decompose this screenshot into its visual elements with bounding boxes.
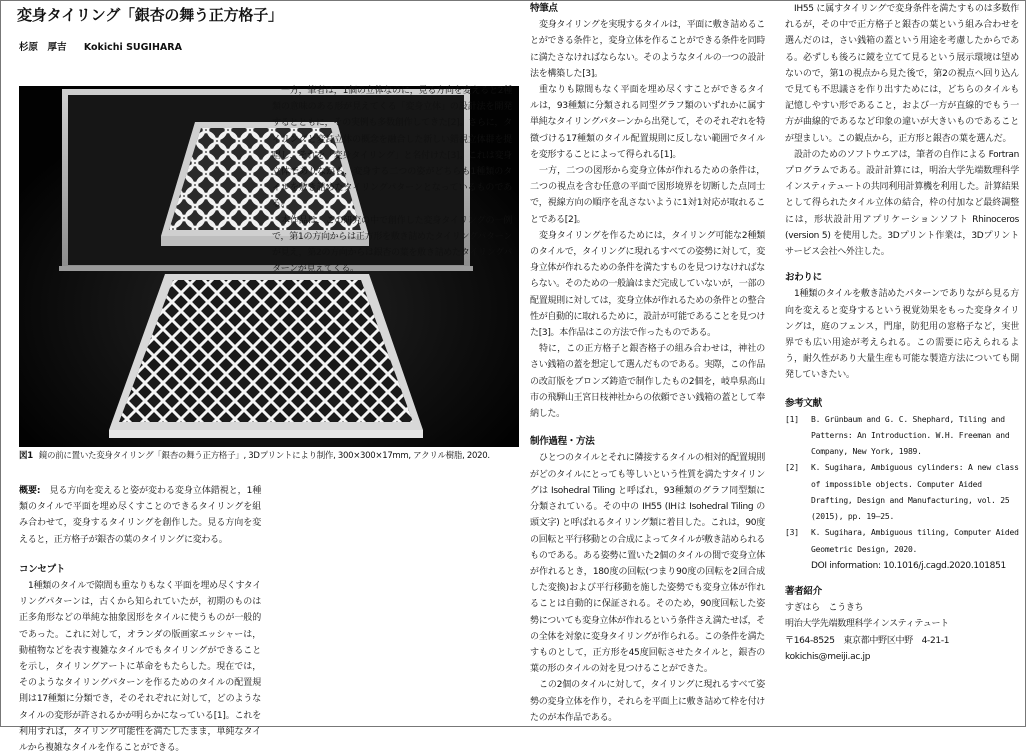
reference-item-3 xyxy=(785,525,1019,557)
reference-item-2 xyxy=(785,460,1019,525)
features-paragraph-1: 変身タイリングを実現するタイルは，平面に敷き詰めることができる条件と，変身立体を作ることができる条件を同時に満たさなければならない。そのようなタイルの一つの設計法を構築した[3]。 xyxy=(530,20,765,79)
abstract-text: 見る方向を変えると姿が変わる変身立体錯視と，1種類のタイルで平面を埋め尽くすことのできるタイリングを組み合わせて，変身するタイリングを創作した。見る方向を変えると，正方格子が銀杏の葉のタイリングに変わる。 xyxy=(19,486,262,545)
author-name-ja: 杉原 厚吉 xyxy=(19,42,67,53)
conclusion-paragraph: 1種類のタイルを敷き詰めたパターンでありながら見る方向を変えると変身するという視覚効果をもった変身タイリングは，庭のフェンス，門扉，防犯用の窓格子など，実世界でも広い用途が考えられる。この需要に応えられるよう，耐久性があり大量生産も可能な製造方法についても開発していきたい。 xyxy=(785,289,1019,381)
reference-text: B. Grünbaum and G. C. Shephard, Tiling and Patterns: An Introduction. W.H. Freeman and Company, New York, 1989. xyxy=(811,414,1010,457)
reference-item-1 xyxy=(785,412,1019,461)
concept-paragraph-3: 本作品は，この研究の中で創作した変身タイリングの一例で，第1の方向からは正方形を敷き詰めたタイリングパターンが見え，第2の方向からは銀杏の葉を敷き詰めたタイリングパターンが見えてくる。 xyxy=(272,215,512,275)
reference-text: K. Sugihara, Ambiguous tiling, Computer Aided Geometric Design, 2020. xyxy=(811,528,1019,554)
figure-label: 図1 xyxy=(19,451,33,461)
paper-title: 変身タイリング「銀杏の舞う正方格子」 xyxy=(17,6,283,24)
heading-references: 参考文献 xyxy=(785,397,822,409)
author-line xyxy=(19,39,196,53)
process-paragraph-4: 設計のためのソフトウエアは，筆者の自作による Fortran プログラムである。設計計算には，明治大学先端数理科学インスティテュートの共同利用計算機を利用した。計算結果として得られたタイル立体の結合，枠の付加など最終調整には，形状設計用アプリケーションソフト Rhinoceros (version 5) を使用した。3Dプリント作業は，3Dプリントサービス会社へ外注した。 xyxy=(785,149,1019,258)
features-paragraph-3: 一方，二つの図形から変身立体が作れるための条件は，二つの視点を含む任意の平面で図形境界を切断した点同士で，視線方向の順序を乱さないように1対1対応が取れることである[2]。 xyxy=(530,166,765,225)
column-4 xyxy=(785,1,1019,665)
author-info-name: すぎはら こうきち xyxy=(785,603,864,614)
heading-features: 特筆点 xyxy=(530,3,558,14)
author-info-affiliation: 明治大学先端数理科学インスティテュート xyxy=(785,619,949,630)
reference-number: [1] xyxy=(785,414,799,424)
figure-caption-text: 鏡の前に置いた変身タイリング「銀杏の舞う正方格子」, 3Dプリントにより制作, 300×300×17mm, アクリル樹脂, 2020. xyxy=(38,451,490,461)
author-info-email: kokichis@meiji.ac.jp xyxy=(785,651,871,662)
concept-paragraph-1: 1種類のタイルで隙間も重なりもなく平面を埋め尽くすタイリングパターンは，古くから知られていたが，初期のものは正多角形などの単純な抽象図形をタイルに使うものが一般的であった。これに対して，オランダの版画家エッシャーは，動植物などを表す複雑なタイルでもタイリングができることを示し，タイリングアートに革命をもたらした。現在では，そのようなタイリングパターンを作るためのタイルの配置規則は17種類に分類でき，そのそれぞれに対して，どのようなタイルの変形が許されるかが明らかになっている[1]。これを利用すれば，タイリング可能性を満たしたまま，単純なタイルから複雑なタイルを作ることができる。 xyxy=(19,581,261,754)
process-paragraph-1: ひとつのタイルとそれに隣接するタイルの相対的配置規則がどのタイルにとっても等しいという性質を満たすタイリングは Isohedral Tiling と呼ばれ，93種類のグラフ同型類に分類されている。その中の IH55 (IHは Isohedral Tiling の頭文字) と呼ばれるタイリング類に着目した。これは，90度の回転と平行移動との合成によってタイルが敷き詰められるものである。ある姿勢に置いた2個のタイルの間で変身立体が作れるとき，180度の回転(つまり90度の回転を2回合成した変換)および平行移動を施した姿勢でも変身立体が作れることは自動的に保証される。そのため，90度回転した姿勢についても変身立体が作れるという条件さえ満たせば，その全体を対象に変身タイリングが作られる。この条件を満たすものとして，正方形を45度回転させたタイルと，銀杏の葉の形のタイルの対を見つけることができた。 xyxy=(530,453,765,675)
reference-number: [2] xyxy=(785,463,799,473)
heading-process: 制作過程・方法 xyxy=(530,436,595,448)
heading-author-info: 著者紹介 xyxy=(785,585,822,597)
process-paragraph-2: この2個のタイルに対して，タイリングに現れるすべて姿勢の変身立体を作り，それらを平面上に敷き詰めて枠を付けたのが本作品である。 xyxy=(530,680,765,723)
column-3 xyxy=(530,1,765,726)
author-info-address: 〒164-8525 東京都中野区中野 4-21-1 xyxy=(785,635,950,646)
reference-number: [3] xyxy=(785,528,799,538)
features-paragraph-4: 変身タイリングを作るためには，タイリング可能な2種類のタイルで，タイリングに現れるすべての姿勢に対して，変身立体が作れるための条件を満たすものを見つけなければならない。そのための一般論はまだ完成していないが，一部の配置規則に対しては，変身立体が作れるための条件との整合性が自動的に取れるために，設計が可能であることを見つけた[3]。本作品はこの方法で作ったものである。 xyxy=(530,230,765,339)
features-paragraph-2: 重なりも隙間もなく平面を埋め尽くすことができるタイルは，93種類に分類される同型グラフ類のいずれかに属す単純なタイリングパターンから出発して，そのそれぞれを特徴づける17種類のタイル配置規則に反しない範囲でタイルを変形することによって得られる[1]。 xyxy=(530,85,765,160)
column-1 xyxy=(19,483,261,756)
abstract-label: 概要: xyxy=(19,486,41,496)
abstract-paragraph xyxy=(19,483,261,548)
heading-conclusion: おわりに xyxy=(785,272,822,284)
process-paragraph-3: IH55 に属すタイリングで変身条件を満たすものは多数作れるが，その中で正方格子と銀杏の葉という組み合わせを選んだのは，さい銭箱の蓋という用途を考慮したからである。必ずしも後ろに鏡を立てて見るという展示環境は望めないので，第1の視点から見た後で，第2の視点へ回り込んで見ても不思議さを作り出すためには，どちらのタイルも記憶しやすい形であること，および一方が直線的でもう一方が曲線的であるなど印象の違いが大きいものであることが望ましい。この観点から，正方形と銀杏の葉を選んだ。 xyxy=(785,4,1019,144)
reference-text: K. Sugihara, Ambiguous cylinders: A new class of impossible objects. Computer Aided Drafting, Design and Manufacturing, vol. 25 (2015), pp. 19–25. xyxy=(811,463,1019,522)
heading-concept: コンセプト xyxy=(19,563,66,575)
concept-paragraph-2: 一方，筆者は，1個の立体なのに，見る方向を変えると2種類の意味のある形が見えてくる「変身立体」の設計法を開発するとともに，その実例も多数創作してきた[2]。さらに，タイリングと変身立体の概念を融合した新しい錯視立体群を提唱し，それを「変身タイリング」と名付けた[3]。これは変身立体でありながら，変身する二つの姿がどちらも1種類のタイルを敷き詰めたタイリングパターンとなっているものである。 xyxy=(272,86,512,210)
figure-caption xyxy=(19,450,519,462)
author-name-en: Kokichi SUGIHARA xyxy=(83,42,182,53)
features-paragraph-5: 特に，この正方格子と銀杏格子の組み合わせは，神社のさい銭箱の蓋を想定して選んだものである。実際，この作品の改訂版をブロンズ鋳造で制作したもの2個を，岐阜県高山市の飛騨山王宮日枝神社からの依頼でさい銭箱の蓋として奉納した。 xyxy=(530,344,765,420)
reference-doi: DOI information: 10.1016/j.cagd.2020.101851 xyxy=(811,560,1006,571)
